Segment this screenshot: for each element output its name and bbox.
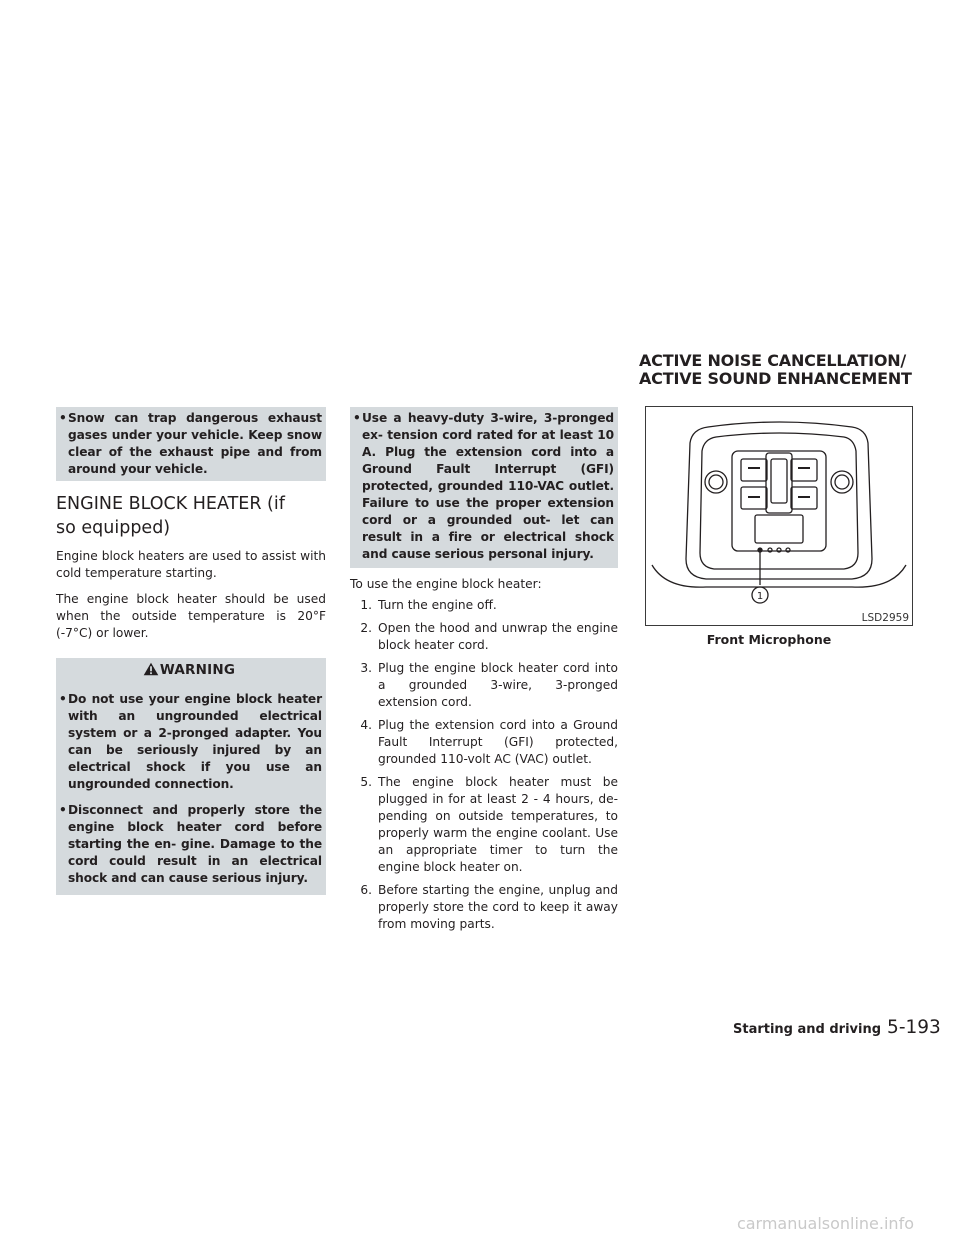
page-number: 5-193 <box>887 1017 941 1038</box>
extension-cord-warning-box <box>350 407 618 568</box>
steps-intro: To use the engine block heater: <box>350 577 542 591</box>
intro-paragraph-2: The engine block heater should be used when the outside temperature is 20°F (-7°C) or lower. <box>56 592 326 640</box>
warning-header <box>56 662 322 679</box>
left-column <box>56 407 326 895</box>
footer-section: Starting and driving <box>733 1022 882 1037</box>
overhead-console-illustration <box>646 407 912 625</box>
watermark: carmanualsonline.info <box>736 1214 914 1233</box>
step-text: Open the hood and unwrap the engine block heater cord. <box>378 621 618 652</box>
step-text: Before starting the engine, unplug and properly store the cord to keep it away from moving parts. <box>378 883 618 931</box>
step-text: The engine block heater must be plugged in for at least 2 - 4 hours, de- pending on outside temperatures, to properly warm the engine coolant. Use an appropriate timer to turn the engine block heater on. <box>378 775 618 874</box>
warning-box <box>56 658 326 895</box>
step-item <box>350 774 618 876</box>
warning-triangle-icon <box>143 662 159 676</box>
step-number: 1. <box>360 598 372 612</box>
bullet-dot: • <box>59 692 67 706</box>
extension-cord-warning-item <box>350 410 614 563</box>
section-title-line-2: ACTIVE SOUND ENHANCEMENT <box>639 369 912 388</box>
page-footer <box>733 1017 941 1038</box>
callout-number: 1 <box>756 591 764 602</box>
step-number: 4. <box>360 718 372 732</box>
snow-warning-item <box>56 410 322 478</box>
warning-item-text: Disconnect and properly store the engine block heater cord before starting the en- gine. Damage to the cord could result in an electrical shock and can cause serious injury. <box>68 803 322 885</box>
step-number: 3. <box>360 661 372 675</box>
step-item <box>350 620 618 654</box>
step-text: Turn the engine off. <box>378 598 497 612</box>
front-microphone-figure <box>645 406 913 626</box>
bullet-dot: • <box>353 411 361 425</box>
section-title <box>639 352 929 388</box>
figure-caption: Front Microphone <box>706 632 832 647</box>
figure-code: LSD2959 <box>861 612 909 624</box>
snow-warning-text: Snow can trap dangerous exhaust gases under your vehicle. Keep snow clear of the exhaust pipe and from around your vehicle. <box>68 411 322 476</box>
warning-item-text: Do not use your engine block heater with an ungrounded electrical system or a 2-pronged adapter. You can be seriously injured by an electrical shock if you use an ungrounded connection. <box>68 692 322 791</box>
step-number: 5. <box>360 775 372 789</box>
engine-block-heater-heading: ENGINE BLOCK HEATER (if so equipped) <box>56 494 285 538</box>
step-item <box>350 882 618 933</box>
warning-title: WARNING <box>159 662 236 678</box>
middle-column <box>350 407 618 939</box>
bullet-dot: • <box>59 411 67 425</box>
snow-warning-box <box>56 407 326 481</box>
warning-item <box>56 691 322 793</box>
bullet-dot: • <box>59 803 67 817</box>
intro-paragraph-1: Engine block heaters are used to assist with cold temperature starting. <box>56 549 326 580</box>
step-text: Plug the engine block heater cord into a grounded 3-wire, 3-pronged extension cord. <box>378 661 618 709</box>
steps-list <box>350 597 618 933</box>
step-item <box>350 717 618 768</box>
warning-item <box>56 802 322 887</box>
step-number: 2. <box>360 621 372 635</box>
extension-cord-warning-text: Use a heavy-duty 3-wire, 3-pronged ex- tension cord rated for at least 10 A. Plug the extension cord into a Ground Fault Interrupt (GFI) protected, grounded 110-VAC outlet. Failure to use the proper extension cord or a grounded out- let can result in a fire or electrical shock and cause serious personal injury. <box>362 411 614 561</box>
section-title-line-1: ACTIVE NOISE CANCELLATION/ <box>639 351 907 370</box>
step-item <box>350 660 618 711</box>
step-text: Plug the extension cord into a Ground Fault Interrupt (GFI) protected, grounded 110-volt AC (VAC) outlet. <box>378 718 618 766</box>
step-number: 6. <box>360 883 372 897</box>
step-item <box>350 597 618 614</box>
